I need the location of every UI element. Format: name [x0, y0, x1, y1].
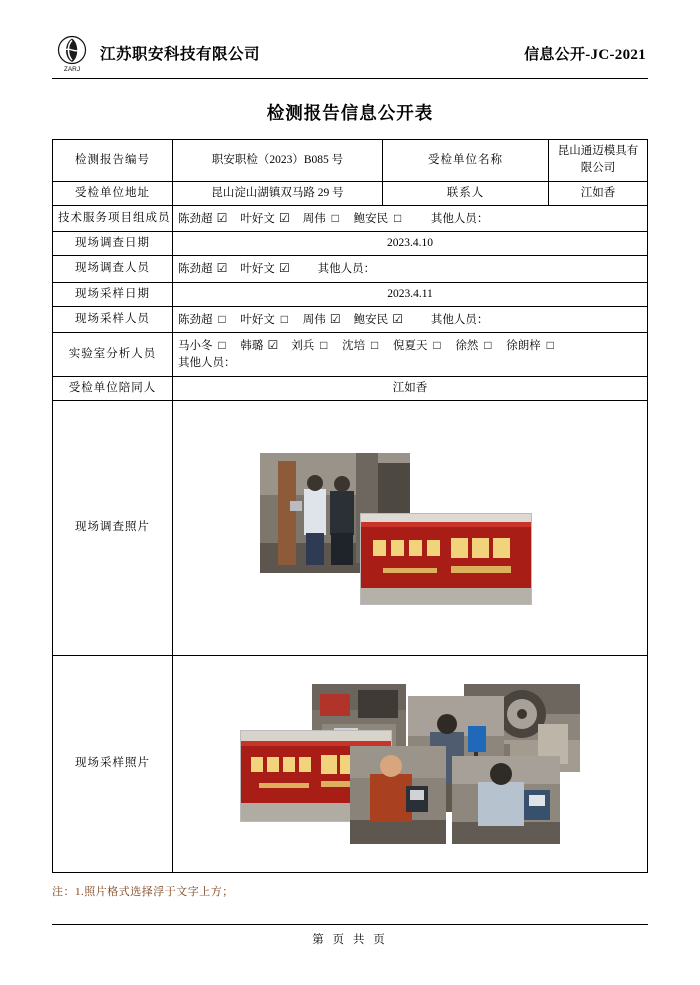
sampling-staff-name: 周伟 — [302, 313, 326, 326]
client-name-value: 昆山通迈模具有限公司 — [549, 140, 648, 182]
lab-staff-checkbox[interactable]: ☑ — [267, 338, 279, 352]
survey-staff-label: 现场调查人员 — [53, 256, 173, 282]
client-addr-value: 昆山淀山湖镇双马路 29 号 — [173, 181, 383, 205]
client-name-label: 受检单位名称 — [383, 140, 549, 182]
survey-photo-group — [260, 453, 560, 603]
sampling-staff-checkbox[interactable]: □ — [280, 311, 288, 326]
photo-survey-cell — [173, 400, 648, 655]
survey-staff-checkbox[interactable]: ☑ — [278, 261, 290, 276]
table-row — [53, 256, 648, 282]
table-row — [53, 333, 648, 377]
survey-photo-2 — [360, 513, 532, 605]
lab-staff-checkbox[interactable]: □ — [218, 338, 226, 352]
page-number: 第 页 共 页 — [312, 934, 388, 946]
team-member-checkbox[interactable]: ☑ — [216, 210, 228, 225]
table-row — [53, 400, 648, 655]
lab-staff-label: 实验室分析人员 — [53, 333, 173, 377]
header-divider — [52, 78, 648, 79]
table-row — [53, 181, 648, 205]
table-row — [53, 376, 648, 400]
brand — [52, 33, 260, 73]
lab-staff-checkbox[interactable]: □ — [371, 338, 379, 352]
escort-value: 江如香 — [173, 376, 648, 400]
lab-staff-checkbox[interactable]: □ — [320, 338, 328, 352]
page-title: 检测报告信息公开表 — [266, 103, 434, 123]
lab-staff-name: 徐然 — [455, 340, 479, 352]
team-other-label: 其他人员： — [430, 212, 489, 225]
team-members — [173, 205, 648, 231]
sampling-other-label: 其他人员： — [430, 313, 489, 326]
survey-other-label: 其他人员： — [317, 263, 376, 276]
lab-staff-checkbox[interactable]: □ — [484, 338, 492, 352]
lab-staff-name: 马小冬 — [178, 340, 213, 352]
table-row — [53, 205, 648, 231]
report-no-value: 职安职检（2023）B085 号 — [173, 140, 383, 182]
survey-date-value: 2023.4.10 — [173, 232, 648, 256]
team-member-name: 周伟 — [302, 212, 326, 225]
company-logo-icon — [52, 33, 92, 73]
survey-date-label: 现场调查日期 — [53, 232, 173, 256]
sampling-date-value: 2023.4.11 — [173, 282, 648, 306]
svg-text:ZARJ: ZARJ — [63, 66, 81, 73]
lab-staff-name: 徐朗梓 — [506, 340, 541, 352]
table-row — [53, 140, 648, 182]
document-code: 信息公开-JC-2021 — [524, 46, 646, 63]
sampling-staff — [173, 306, 648, 332]
lab-staff-name: 韩璐 — [240, 340, 264, 352]
report-no-label: 检测报告编号 — [53, 140, 173, 182]
sampling-photo-5 — [350, 746, 446, 844]
table-row — [53, 232, 648, 256]
sampling-date-label: 现场采样日期 — [53, 282, 173, 306]
lab-staff-name: 刘兵 — [291, 340, 315, 352]
page-footer — [52, 924, 648, 947]
sampling-staff-checkbox[interactable]: ☑ — [329, 311, 341, 326]
survey-staff-name: 叶好文 — [240, 263, 275, 276]
team-member-checkbox[interactable]: □ — [394, 210, 402, 225]
sampling-staff-name: 鲍安民 — [353, 313, 389, 326]
survey-staff — [173, 256, 648, 282]
team-label: 技术服务项目组成员 — [53, 205, 173, 231]
sampling-photo-group — [240, 684, 580, 844]
page-header — [52, 30, 648, 82]
sampling-staff-label: 现场采样人员 — [53, 306, 173, 332]
client-addr-label: 受检单位地址 — [53, 181, 173, 205]
photo-sampling-label: 现场采样照片 — [53, 655, 173, 872]
sampling-staff-checkbox[interactable]: ☑ — [392, 311, 403, 326]
table-row — [53, 655, 648, 872]
lab-staff-checkbox[interactable]: □ — [433, 338, 441, 352]
table-row — [53, 306, 648, 332]
photo-sampling-cell — [173, 655, 648, 872]
company-name: 江苏职安科技有限公司 — [100, 46, 261, 63]
info-table — [52, 139, 648, 873]
lab-other-label: 其他人员： — [178, 357, 236, 370]
photo-survey-label: 现场调查照片 — [53, 400, 173, 655]
footer-divider — [52, 924, 648, 925]
table-row — [53, 282, 648, 306]
team-member-checkbox[interactable]: ☑ — [278, 210, 290, 225]
survey-staff-checkbox[interactable]: ☑ — [216, 261, 228, 276]
team-member-name: 陈劲超 — [178, 212, 213, 225]
lab-staff-checkbox[interactable]: □ — [546, 338, 554, 352]
sampling-staff-name: 叶好文 — [240, 313, 275, 326]
sampling-staff-name: 陈劲超 — [178, 313, 213, 326]
sampling-staff-checkbox[interactable]: □ — [218, 311, 226, 326]
survey-staff-name: 陈劲超 — [178, 263, 213, 276]
contact-label: 联系人 — [383, 181, 549, 205]
team-member-checkbox[interactable]: □ — [331, 210, 339, 225]
team-member-name: 叶好文 — [240, 212, 275, 225]
lab-staff-name: 倪夏天 — [393, 340, 428, 352]
lab-staff-name: 沈培 — [342, 340, 366, 352]
team-member-name: 鲍安民 — [353, 212, 389, 225]
contact-value: 江如香 — [549, 181, 648, 205]
lab-staff — [173, 333, 648, 377]
escort-label: 受检单位陪同人 — [53, 376, 173, 400]
table-note: 注：1.照片格式选择浮于文字上方； — [52, 885, 234, 898]
sampling-photo-6 — [452, 756, 560, 844]
